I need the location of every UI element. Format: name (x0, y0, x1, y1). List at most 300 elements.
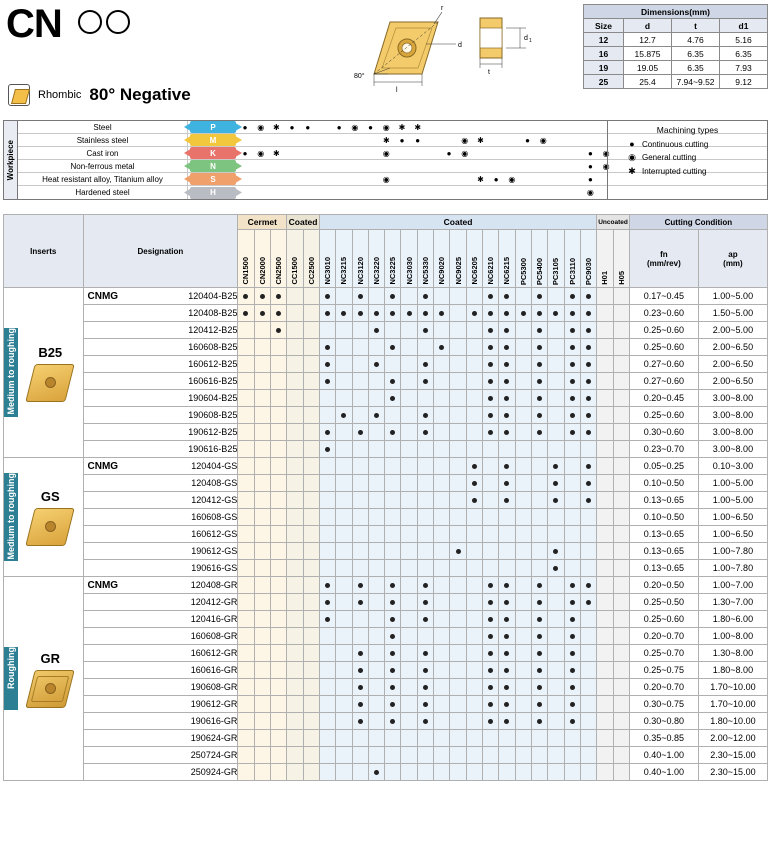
grade-mark-cell (466, 526, 482, 543)
grade-mark-cell (368, 441, 384, 458)
grade-mark-cell (303, 594, 319, 611)
grade-mark-cell (270, 679, 286, 696)
workpiece-mark-row (240, 147, 610, 160)
grade-mark-cell (613, 407, 629, 424)
group-header-cermet: Cermet (238, 215, 287, 230)
grade-mark-cell (434, 543, 450, 560)
grade-dot (488, 719, 493, 724)
grade-mark-cell (580, 288, 596, 305)
fn-value: 0.13~0.65 (629, 492, 698, 509)
table-row (4, 424, 768, 441)
grade-mark-cell (303, 764, 319, 781)
grade-mark-cell (483, 407, 499, 424)
grade-mark-cell (613, 730, 629, 747)
grade-mark-cell (580, 764, 596, 781)
grade-mark-cell (548, 764, 564, 781)
fn-value: 0.30~0.60 (629, 424, 698, 441)
grade-mark-cell (580, 492, 596, 509)
angle-label: 80° Negative (89, 85, 191, 104)
grade-mark-cell (352, 560, 368, 577)
grade-mark-cell (466, 628, 482, 645)
grade-mark-cell (466, 543, 482, 560)
grade-mark-cell (352, 645, 368, 662)
grade-mark-cell (515, 730, 531, 747)
grade-column-CC2500: CC2500 (303, 230, 319, 288)
side-label-1: Medium to roughing (6, 472, 16, 560)
grade-mark-cell (336, 662, 352, 679)
grade-column-CN2500: CN2500 (270, 230, 286, 288)
grade-mark-cell (401, 730, 417, 747)
grade-dot (570, 617, 575, 622)
grade-dot (504, 413, 509, 418)
svg-text:d: d (524, 35, 528, 42)
grade-mark-cell (385, 356, 401, 373)
grade-mark-cell (417, 526, 433, 543)
grade-mark-cell (401, 560, 417, 577)
cutting-mark: ● (305, 123, 311, 132)
grade-column-NC6210: NC6210 (483, 230, 499, 288)
grade-dot (553, 464, 558, 469)
ap-value: 2.30~15.00 (698, 764, 767, 781)
grade-mark-cell (385, 577, 401, 594)
grade-mark-cell (385, 424, 401, 441)
grade-mark-cell (368, 628, 384, 645)
grade-dot (504, 617, 509, 622)
insert-shape-icon (26, 506, 74, 548)
grade-mark-cell (499, 577, 515, 594)
continuous-cutting-icon: ● (629, 139, 635, 149)
grade-mark-cell (238, 356, 254, 373)
fn-value: 0.20~0.70 (629, 628, 698, 645)
grade-mark-cell (336, 764, 352, 781)
grade-mark-cell (270, 492, 286, 509)
grade-mark-cell (483, 730, 499, 747)
grade-column-H01: H01 (597, 230, 613, 288)
grade-column-NC5330: NC5330 (417, 230, 433, 288)
grade-dot (390, 430, 395, 435)
grade-mark-cell (466, 696, 482, 713)
grade-mark-cell (319, 339, 335, 356)
grade-mark-cell (319, 475, 335, 492)
grade-mark-cell (548, 543, 564, 560)
grade-mark-cell (531, 713, 547, 730)
grade-mark-cell (287, 339, 303, 356)
grade-mark-cell (450, 390, 466, 407)
grade-mark-cell (336, 305, 352, 322)
grade-dot (358, 294, 363, 299)
grade-mark-cell (385, 611, 401, 628)
grade-mark-cell (564, 475, 580, 492)
grade-mark-cell (319, 322, 335, 339)
grade-mark-cell (531, 458, 547, 475)
grade-dot (390, 702, 395, 707)
grade-mark-cell (597, 475, 613, 492)
grade-mark-cell (254, 356, 270, 373)
grade-mark-cell (613, 339, 629, 356)
grade-mark-cell (434, 475, 450, 492)
grade-mark-cell (417, 305, 433, 322)
grade-mark-cell (564, 543, 580, 560)
group-header-coated: Coated (319, 215, 596, 230)
designation-cell: CNMG 120408-GR (83, 577, 238, 594)
grade-mark-cell (483, 475, 499, 492)
grade-dot (407, 311, 412, 316)
legend-item (626, 152, 761, 163)
grade-dot (423, 685, 428, 690)
grade-mark-cell (613, 322, 629, 339)
grade-mark-cell (434, 764, 450, 781)
grade-mark-cell (287, 356, 303, 373)
grade-mark-cell (531, 679, 547, 696)
grade-mark-cell (238, 305, 254, 322)
grade-mark-cell (352, 526, 368, 543)
cutting-mark: ◉ (257, 123, 265, 132)
fn-value: 0.27~0.60 (629, 373, 698, 390)
grade-mark-cell (401, 390, 417, 407)
grade-mark-cell (434, 424, 450, 441)
grade-mark-cell (597, 373, 613, 390)
grade-mark-cell (254, 764, 270, 781)
grade-mark-cell (254, 441, 270, 458)
grade-dot (504, 311, 509, 316)
grade-mark-cell (401, 543, 417, 560)
grade-mark-cell (580, 509, 596, 526)
grade-mark-cell (515, 492, 531, 509)
grade-mark-cell (548, 662, 564, 679)
grade-column-CN2000: CN2000 (254, 230, 270, 288)
cutting-mark: ● (525, 136, 531, 145)
grade-mark-cell (434, 492, 450, 509)
grade-mark-cell (580, 560, 596, 577)
grade-mark-cell (270, 628, 286, 645)
fn-value: 0.25~0.75 (629, 662, 698, 679)
grade-mark-cell (417, 662, 433, 679)
grade-column-NC6215: NC6215 (499, 230, 515, 288)
grade-mark-cell (613, 356, 629, 373)
grade-mark-cell (564, 730, 580, 747)
grade-mark-cell (597, 662, 613, 679)
grade-mark-cell (336, 730, 352, 747)
designation-cell: 250924-GR (83, 764, 238, 781)
table-row (4, 475, 768, 492)
grade-mark-cell (515, 305, 531, 322)
grade-mark-cell (466, 339, 482, 356)
grade-mark-cell (238, 390, 254, 407)
grade-mark-cell (254, 696, 270, 713)
grade-mark-cell (564, 662, 580, 679)
grade-mark-cell (466, 730, 482, 747)
grade-mark-cell (597, 424, 613, 441)
grade-mark-cell (303, 526, 319, 543)
grade-mark-cell (385, 475, 401, 492)
workpiece-code-badge: M (190, 134, 236, 146)
table-row (4, 611, 768, 628)
grade-mark-cell (499, 492, 515, 509)
series-prefix: CNMG (87, 579, 119, 591)
grade-mark-cell (270, 407, 286, 424)
grade-mark-cell (417, 424, 433, 441)
grade-dot (488, 651, 493, 656)
grade-dot (341, 311, 346, 316)
designation-cell: 160608-GR (83, 628, 238, 645)
grade-mark-cell (515, 441, 531, 458)
dim-cell: 25 (584, 75, 624, 89)
grade-mark-cell (352, 492, 368, 509)
grade-mark-cell (548, 305, 564, 322)
grade-mark-cell (515, 764, 531, 781)
grade-mark-cell (319, 611, 335, 628)
grade-column-NC9025: NC9025 (450, 230, 466, 288)
grade-dot (325, 311, 330, 316)
grade-mark-cell (238, 594, 254, 611)
grade-mark-cell (238, 747, 254, 764)
grade-mark-cell (483, 390, 499, 407)
grade-mark-cell (450, 424, 466, 441)
table-row (4, 509, 768, 526)
grade-mark-cell (303, 441, 319, 458)
grade-mark-cell (368, 679, 384, 696)
grade-mark-cell (238, 696, 254, 713)
grade-mark-cell (303, 696, 319, 713)
grade-mark-cell (564, 560, 580, 577)
grade-mark-cell (238, 713, 254, 730)
grade-dot (488, 328, 493, 333)
grade-mark-cell (548, 645, 564, 662)
grade-mark-cell (287, 526, 303, 543)
fn-header: fn (mm/rev) (629, 230, 698, 288)
group-header-coated-small: Coated (287, 215, 320, 230)
table-row (4, 679, 768, 696)
grade-mark-cell (287, 747, 303, 764)
cutting-mark: ✱ (273, 123, 280, 132)
grade-mark-cell (483, 560, 499, 577)
grade-dot (374, 328, 379, 333)
grade-mark-cell (434, 662, 450, 679)
grade-mark-cell (434, 696, 450, 713)
grade-mark-cell (368, 288, 384, 305)
grade-mark-cell (483, 322, 499, 339)
grade-mark-cell (483, 305, 499, 322)
grade-dot (586, 481, 591, 486)
cutting-mark: ● (242, 123, 248, 132)
fn-value: 0.40~1.00 (629, 764, 698, 781)
grade-mark-cell (613, 679, 629, 696)
grade-mark-cell (483, 611, 499, 628)
cutting-mark: ✱ (382, 136, 390, 145)
grade-mark-cell (303, 628, 319, 645)
grade-mark-cell (613, 611, 629, 628)
grade-dot (504, 498, 509, 503)
table-row (4, 696, 768, 713)
dim-cell: 7.93 (720, 61, 768, 75)
designation-cell: 250724-GR (83, 747, 238, 764)
grade-dot (553, 549, 558, 554)
grade-mark-cell (434, 594, 450, 611)
grade-mark-cell (597, 492, 613, 509)
grade-mark-cell (287, 322, 303, 339)
grade-mark-cell (238, 577, 254, 594)
grade-mark-cell (515, 509, 531, 526)
cutting-mark: ◉ (508, 175, 516, 184)
grade-mark-cell (531, 662, 547, 679)
cutting-mark: ◉ (586, 188, 594, 197)
grade-mark-cell (270, 543, 286, 560)
grade-mark-cell (499, 509, 515, 526)
grade-dot (374, 362, 379, 367)
grade-mark-cell (385, 662, 401, 679)
grade-dot (537, 294, 542, 299)
grade-mark-cell (336, 594, 352, 611)
grade-mark-cell (450, 339, 466, 356)
table-row (584, 75, 768, 89)
grade-mark-cell (368, 356, 384, 373)
grade-mark-cell (336, 628, 352, 645)
ap-value: 1.00~6.50 (698, 509, 767, 526)
grade-mark-cell (466, 475, 482, 492)
grade-mark-cell (417, 577, 433, 594)
insert-shape-icon (26, 362, 74, 404)
grade-mark-cell (564, 356, 580, 373)
dim-cell: 7.94~9.52 (672, 75, 720, 89)
grade-mark-cell (319, 390, 335, 407)
workpiece-code-badge: P (190, 121, 236, 133)
grade-column-PC3105: PC3105 (548, 230, 564, 288)
insert-cell-B25 (4, 288, 84, 458)
grade-dot (553, 566, 558, 571)
grade-mark-cell (319, 373, 335, 390)
grade-mark-cell (515, 322, 531, 339)
workpiece-material-name: Stainless steel (18, 134, 188, 147)
dim-cell: 15.875 (624, 47, 672, 61)
grade-mark-cell (548, 526, 564, 543)
workpiece-label (4, 121, 18, 199)
grade-dot (537, 719, 542, 724)
grade-dot (358, 702, 363, 707)
grade-mark-cell (270, 713, 286, 730)
grade-mark-cell (254, 373, 270, 390)
grade-dot (570, 583, 575, 588)
ap-value: 1.00~5.00 (698, 492, 767, 509)
grade-dot (570, 311, 575, 316)
grade-mark-cell (254, 577, 270, 594)
grade-mark-cell (319, 730, 335, 747)
fn-value: 0.20~0.70 (629, 679, 698, 696)
grade-dot (423, 583, 428, 588)
grade-dot (521, 311, 526, 316)
grade-mark-cell (401, 441, 417, 458)
grade-mark-cell (287, 560, 303, 577)
grade-dot (504, 634, 509, 639)
grade-mark-cell (466, 458, 482, 475)
grade-dot (537, 311, 542, 316)
grade-dot (570, 430, 575, 435)
grade-mark-cell (531, 764, 547, 781)
grade-mark-cell (238, 339, 254, 356)
grade-mark-cell (254, 662, 270, 679)
fn-value: 0.35~0.85 (629, 730, 698, 747)
cutting-mark: ◉ (382, 149, 390, 158)
table-row (4, 356, 768, 373)
table-row (4, 407, 768, 424)
dim-cell: 12 (584, 33, 624, 47)
grade-mark-cell (597, 645, 613, 662)
grade-column-NC9020: NC9020 (434, 230, 450, 288)
grade-mark-cell (580, 679, 596, 696)
grade-mark-cell (450, 305, 466, 322)
fn-value: 0.30~0.75 (629, 696, 698, 713)
grade-mark-cell (336, 390, 352, 407)
grade-mark-cell (548, 577, 564, 594)
grade-mark-cell (580, 713, 596, 730)
grade-dot (423, 413, 428, 418)
machining-title: Machining types (656, 125, 719, 135)
grade-mark-cell (548, 373, 564, 390)
dim-cell: 19.05 (624, 61, 672, 75)
grade-mark-cell (531, 645, 547, 662)
grade-mark-cell (270, 339, 286, 356)
designation-cell: 120408-GS (83, 475, 238, 492)
grade-dot (537, 413, 542, 418)
ap-value: 1.30~8.00 (698, 645, 767, 662)
grade-dot (243, 311, 248, 316)
dimensions-table (583, 4, 768, 89)
table-row (4, 288, 768, 305)
grade-dot (504, 328, 509, 333)
grade-mark-cell (319, 407, 335, 424)
grade-mark-cell (287, 407, 303, 424)
table-row (4, 492, 768, 509)
grade-mark-cell (336, 560, 352, 577)
grade-dot (423, 702, 428, 707)
grade-mark-cell (287, 373, 303, 390)
dim-cell: 12.7 (624, 33, 672, 47)
grade-dot (423, 668, 428, 673)
grade-mark-cell (417, 492, 433, 509)
grade-mark-cell (499, 373, 515, 390)
ap-value: 2.00~6.50 (698, 373, 767, 390)
table-row (4, 594, 768, 611)
grade-mark-cell (564, 679, 580, 696)
grade-mark-cell (336, 475, 352, 492)
grade-dot (423, 600, 428, 605)
grade-mark-cell (336, 713, 352, 730)
grade-mark-cell (483, 645, 499, 662)
grade-mark-cell (385, 526, 401, 543)
cutting-mark: ✱ (414, 123, 422, 132)
grade-column-PC5300: PC5300 (515, 230, 531, 288)
grade-mark-cell (613, 526, 629, 543)
fn-value: 0.23~0.60 (629, 305, 698, 322)
grade-mark-cell (580, 662, 596, 679)
grade-mark-cell (483, 509, 499, 526)
grade-mark-cell (303, 458, 319, 475)
grade-mark-cell (597, 696, 613, 713)
grade-mark-cell (336, 747, 352, 764)
grade-mark-cell (531, 560, 547, 577)
cutting-mark: ◉ (382, 123, 390, 132)
grade-mark-cell (319, 288, 335, 305)
grade-mark-cell (613, 662, 629, 679)
grade-column-NC3220: NC3220 (368, 230, 384, 288)
grade-mark-cell (368, 424, 384, 441)
ap-value: 3.00~8.00 (698, 441, 767, 458)
grade-mark-cell (564, 424, 580, 441)
grade-mark-cell (466, 611, 482, 628)
grade-mark-cell (417, 509, 433, 526)
grade-column-CC1500: CC1500 (287, 230, 303, 288)
grade-mark-cell (564, 628, 580, 645)
cutting-mark: ◉ (461, 149, 469, 158)
